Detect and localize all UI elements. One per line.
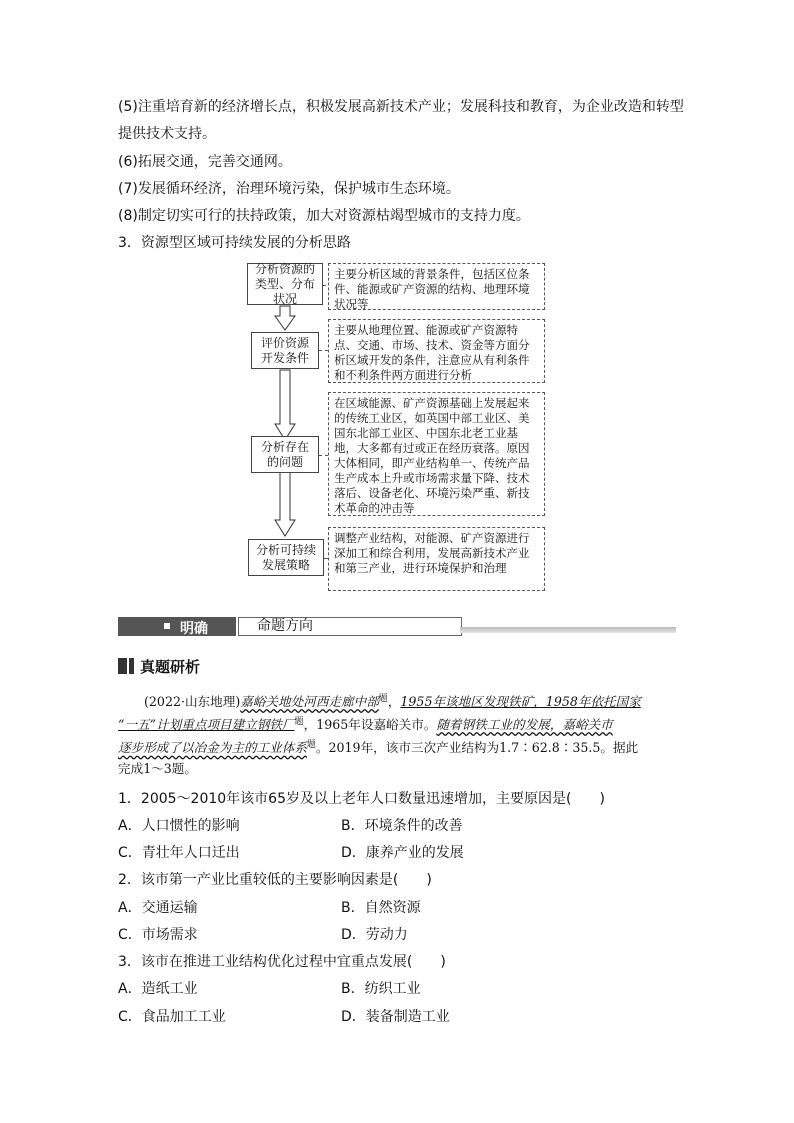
question-3-option-c[interactable]: C．食品加工工业 [118, 1009, 226, 1025]
flow-step-2: 评价资源开发条件 [251, 332, 319, 369]
passage-text-4: ，1965年设嘉峪关市。 [303, 717, 437, 733]
section-header [118, 617, 676, 636]
question-2-option-c[interactable]: C．市场需求 [118, 927, 198, 943]
question-1-option-a[interactable]: A．人口惯性的影响 [118, 818, 240, 834]
note-mark: 题 [294, 717, 304, 728]
note-mark: 题 [306, 740, 316, 751]
question-2-option-a[interactable]: A．交通运输 [118, 900, 198, 916]
section-title: 明确 [180, 621, 208, 637]
passage-highlight-6: 逐步形成了以冶金为主的工业体系 [118, 740, 307, 756]
square-icon [164, 623, 170, 629]
flow-step-4: 分析可持续发展策略 [248, 539, 324, 576]
passage-highlight-2: 1955年该地区发现铁矿，1958年依托国家 [400, 694, 641, 710]
passage-highlight-5: 随着钢铁工业的发展，嘉峪关市 [436, 717, 613, 733]
passage-highlight-3: “一五”计划重点项目建立钢铁厂 [118, 717, 295, 733]
section-header-dark [118, 617, 236, 636]
question-3-option-b[interactable]: B．纺织工业 [341, 981, 421, 997]
connector [319, 455, 328, 456]
passage: (2022·山东地理)嘉峪关地处河西走廊中部$^题$，1955年该地区发现铁矿，1958年依托国家 “一五”计划重点项目建立钢铁厂$^题$，1965年设嘉峪关市。随着钢铁工业的发展，嘉峪关市 逐步形成了以冶金为主的工业体系$^题$。2019年，该市三次产业结构为1.7∶62.8∶35.5。据此 完成1～3题。 [118, 694, 641, 776]
point-5-line1: (5)注重培育新的经济增长点，积极发展高新技术产业；发展科技和教育，为企业改造和转型 [118, 99, 684, 115]
passage-text-8: 完成1～3题。 [118, 760, 197, 776]
section-subtitle: 命题方向 [238, 617, 462, 636]
point-6: (6)拓展交通，完善交通网。 [118, 154, 292, 170]
flow-detail-3: 在区域能源、矿产资源基础上发展起来的传统工业区，如英国中部工业区、美国东北部工业区、中国东北老工业基地，大多都有过或正在经历衰落。原因大体相同，即产业结构单一、传统产品生产成本上升或市场需求量下降、技术落后、设备老化、环境污染严重、新技术革命的冲击等 [328, 392, 545, 516]
question-1-option-b[interactable]: B．环境条件的改善 [341, 818, 463, 834]
point-7: (7)发展循环经济，治理环境污染，保护城市生态环境。 [118, 181, 460, 197]
passage-source: (2022·山东地理) [144, 694, 241, 710]
passage-highlight-1: 嘉峪关地处河西走廊中部 [240, 694, 379, 710]
question-1-stem: 1．2005～2010年该市65岁及以上老年人口数量迅速增加，主要原因是( ) [118, 791, 605, 807]
subsection-title: 真题研析 [140, 658, 201, 676]
note-mark: 题 [378, 694, 388, 704]
arrow-down-icon [275, 472, 295, 536]
bar-icon [129, 658, 134, 674]
section-rule [460, 627, 676, 633]
connector [319, 350, 328, 351]
question-3-option-a[interactable]: A．造纸工业 [118, 981, 198, 997]
flow-detail-1: 主要分析区域的背景条件，包括区位条件、能源或矿产资源的结构、地理环境状况等 [328, 263, 545, 310]
flow-step-3: 分析存在的问题 [251, 436, 319, 473]
passage-text-7: 。2019年，该市三次产业结构为1.7∶62.8∶35.5。据此 [315, 740, 639, 756]
question-1-option-d[interactable]: D．康养产业的发展 [341, 845, 464, 861]
arrow-down-icon [275, 370, 295, 440]
flow-detail-4: 调整产业结构，对能源、矿产资源进行深加工和综合利用，发展高新技术产业和第三产业，进行环境保护和治理 [328, 527, 545, 591]
point-8: (8)制定切实可行的扶持政策，加大对资源枯竭型城市的支持力度。 [118, 208, 530, 224]
question-3-stem: 3．该市在推进工业结构优化过程中宜重点发展( ) [118, 954, 446, 970]
question-2-option-b[interactable]: B．自然资源 [341, 900, 421, 916]
bar-icon [118, 658, 127, 674]
point-5-line2: 提供技术支持。 [118, 126, 216, 142]
question-2-option-d[interactable]: D．劳动力 [341, 927, 408, 943]
arrow-down-icon [275, 306, 295, 330]
heading-analysis-approach: 3．资源型区域可持续发展的分析思路 [118, 235, 351, 251]
flow-step-1: 分析资源的类型、分布状况 [247, 263, 323, 305]
flow-detail-2: 主要从地理位置、能源或矿产资源特点、交通、市场、技术、资金等方面分析区域开发的条件，注意应从有利条件和不利条件两方面进行分析 [328, 319, 545, 383]
question-1-option-c[interactable]: C．青壮年人口迁出 [118, 845, 240, 861]
question-3-option-d[interactable]: D．装备制造工业 [341, 1009, 450, 1025]
question-2-stem: 2．该市第一产业比重较低的主要影响因素是( ) [118, 872, 432, 888]
